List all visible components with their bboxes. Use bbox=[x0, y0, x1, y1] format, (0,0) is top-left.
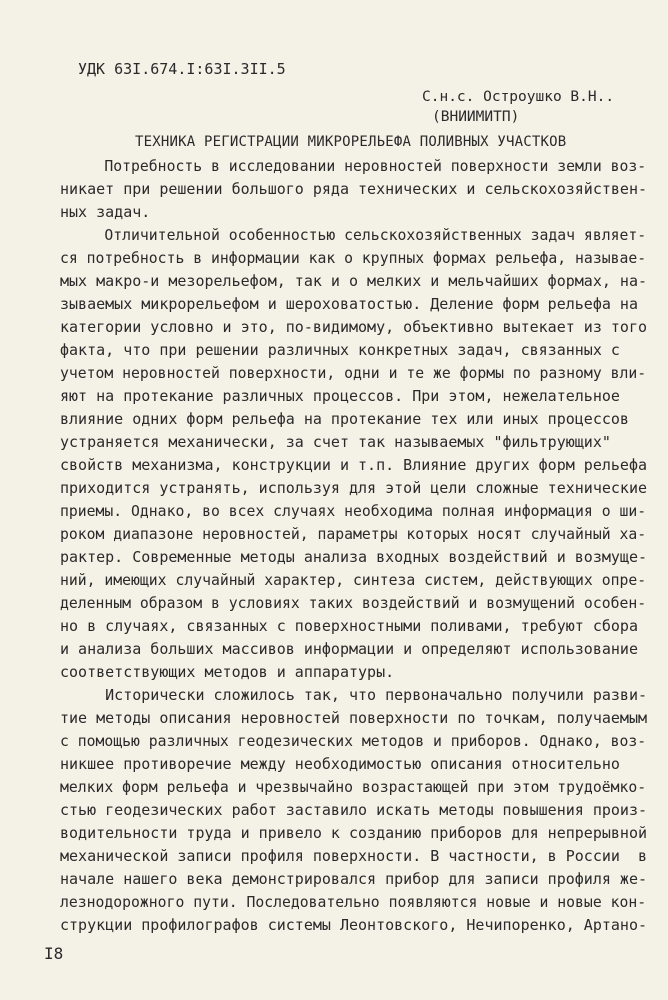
body-line: соответствующих методов и аппаратуры. bbox=[60, 663, 395, 681]
body-line: приемы. Однако, во всех случаях необходима полная информация о ши- bbox=[60, 503, 647, 520]
body-line: устраняется механически, за счет так называемых "фильтрующих" bbox=[60, 433, 611, 451]
body-line: рактер. Современные методы анализа входных воздействий и возмуще- bbox=[60, 548, 647, 566]
body-line: струкции профилографов системы Леонтовского, Нечипоренко, Артано- bbox=[60, 916, 647, 934]
body-line: ных задач. bbox=[60, 203, 151, 221]
body-line: тие методы описания неровностей поверхности по точкам, получаемым bbox=[60, 709, 647, 727]
body-line: с помощью различных геодезических методов и приборов. Однако, воз- bbox=[60, 733, 647, 750]
body-line: водительности труда и привело к созданию приборов для непрерывной bbox=[60, 824, 647, 842]
body-line: Исторически сложилось так, что первоначально получили разви- bbox=[60, 686, 647, 704]
page-number: I8 bbox=[44, 944, 64, 963]
body-line: Отличительной особенностью сельскохозяйственных задач являет- bbox=[60, 227, 647, 244]
body-line: факта, что при решении различных конкретных задач, связанных с bbox=[60, 341, 620, 359]
author-organization: (ВНИИМИТП) bbox=[432, 109, 520, 125]
article-title: ТЕХНИКА РЕГИСТРАЦИИ МИКРОРЕЛЬЕФА ПОЛИВНЫХ УЧАСТКОВ bbox=[135, 134, 567, 150]
body-line: приходится устранять, используя для этой цели сложные технические bbox=[60, 479, 647, 497]
body-line: Потребность в исследовании неровностей поверхности земли воз- bbox=[60, 158, 647, 175]
author-block bbox=[422, 87, 614, 127]
body-line: механической записи профиля поверхности. В частности, в России в bbox=[60, 847, 647, 865]
body-line: влияние одних форм рельефа на протекание тех или иных процессов bbox=[60, 410, 629, 428]
author-name: С.н.с. Остроушко В.Н.. bbox=[422, 89, 615, 105]
body-line: мелких форм рельефа и чрезвычайно возрастающей при этом трудоёмко- bbox=[60, 779, 647, 796]
body-line: лезнодорожного пути. Последовательно появляются новые и новые кон- bbox=[60, 894, 647, 911]
body-line: стью геодезических работ заставило искать методы повышения произ- bbox=[60, 801, 647, 819]
body-line: свойств механизма, конструкции и т.п. Влияние других форм рельефа bbox=[60, 456, 647, 474]
body-line: роком диапазоне неровностей, параметры которых носят случайный ха- bbox=[60, 526, 647, 543]
body-line: деленным образом в условиях таких воздействий и возмущений особен- bbox=[60, 595, 647, 612]
udk-code: УДК 63I.674.I:63I.3II.5 bbox=[78, 60, 286, 78]
body-line: категории условно и это, по-видимому, объективно вытекает из того bbox=[60, 318, 647, 336]
body-line: ний, имеющих случайный характер, синтеза систем, действующих опре- bbox=[60, 572, 647, 589]
body-line: никшее противоречие между необходимостью описания относительно bbox=[60, 755, 620, 773]
body-line: мых макро-и мезорельефом, так и о мелких и мельчайших формах, на- bbox=[60, 272, 647, 290]
body-line: ся потребность в информации как о крупных формах рельефа, называе- bbox=[60, 250, 647, 267]
body-line: и анализа больших массивов информации и определяют использование bbox=[60, 640, 638, 658]
body-line: учетом неровностей поверхности, одни и те же формы по разному вли- bbox=[60, 365, 647, 382]
article-body bbox=[60, 155, 650, 937]
body-line: но в случаях, связанных с поверхностными поливами, требуют сбора bbox=[60, 617, 638, 635]
body-line: начале нашего века демонстрировался прибор для записи профиля же- bbox=[60, 870, 647, 888]
body-line: никает при решении большого ряда технических и сельскохозяйствен- bbox=[60, 180, 647, 198]
body-line: яют на протекание различных процессов. При этом, нежелательное bbox=[60, 387, 620, 405]
body-line: зываемых микрорельефом и шероховатостью. Деление форм рельефа на bbox=[60, 295, 638, 313]
